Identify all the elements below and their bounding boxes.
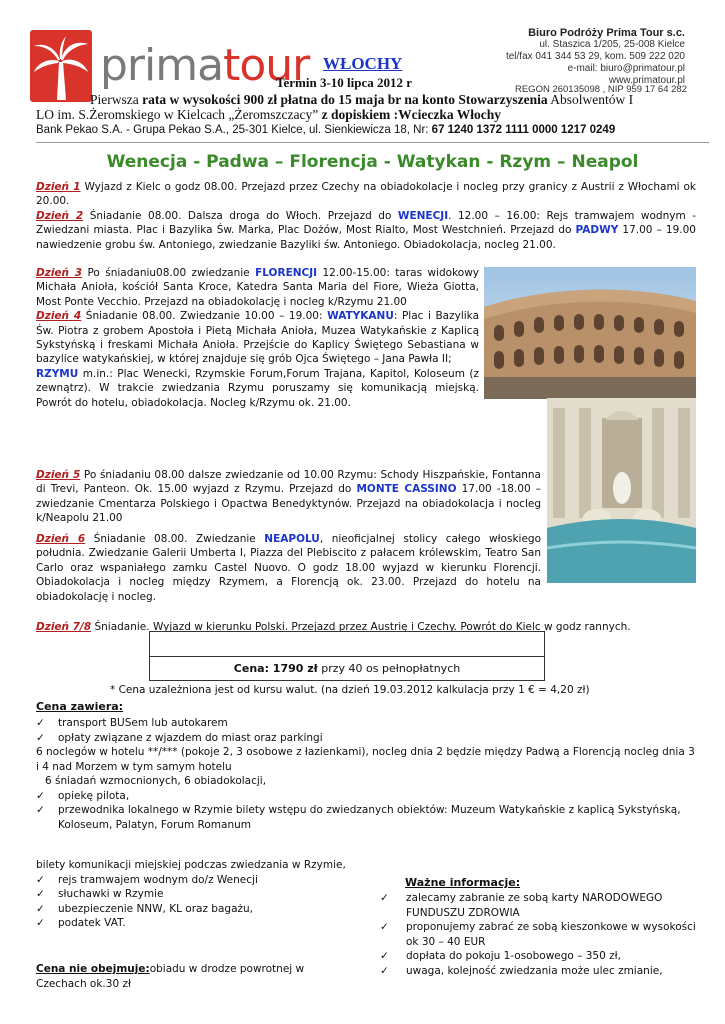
agency-web: www.primatour.pl bbox=[608, 75, 685, 86]
info-item-text: proponujemy zabrać ze sobą kieszonkowe w wysokości ok 30 – 40 EUR bbox=[406, 921, 696, 948]
list-item bbox=[36, 789, 696, 804]
itinerary-day-6 bbox=[36, 532, 541, 604]
day-5-label: Dzień 5 bbox=[36, 469, 81, 481]
list-item bbox=[380, 964, 710, 979]
itinerary-day-5 bbox=[36, 468, 541, 526]
itinerary-days-1-2 bbox=[36, 180, 696, 252]
day-7-8-label: Dzień 7/8 bbox=[36, 621, 92, 633]
day-5-text-a: Po śniadaniu 08.00 dalsze zwiedzanie od 10.00 Rzymu: Schody Hiszpańskie, Fontanna di Trevi, Panteon. Ok. 15.00 wyjazd z Rzymu. Przejazd do bbox=[36, 469, 541, 496]
day-7-8-text: Śniadanie. Wyjazd w kierunku Polski. Przejazd przez Austrię i Czechy. Powrót do Kielc w godz rannych. bbox=[91, 621, 631, 633]
day-5-text-b: 17.00 -18.00 – zwiedzanie Cmentarza Polskiego i Opactwa Benedyktynów. Przejazd na obiadokolacja i nocleg k/Neapolu 21.00 bbox=[36, 483, 542, 525]
included-item-text: słuchawki w Rzymie bbox=[58, 888, 164, 900]
agency-name: Biuro Podróży Prima Tour s.c. bbox=[528, 27, 685, 39]
check-icon: ✓ bbox=[380, 964, 389, 977]
included-item-text: opłaty związane z wjazdem do miast oraz parkingi bbox=[58, 731, 323, 744]
city-monte-cassino: MONTE CASSINO bbox=[356, 483, 457, 496]
day-2-text-c: 17.00 – 19.00 nawiedzenie grobu św. Antoniego, zwiedzanie Bazyliki św. Antoniego. Obiadokolacja, nocleg 21.00. bbox=[36, 224, 696, 251]
info-item-text: zalecamy zabranie ze sobą karty NARODOWEGO FUNDUSZU ZDROWIA bbox=[406, 892, 663, 919]
day-6-label: Dzień 6 bbox=[36, 533, 86, 545]
payment-line-1: Pierwsza rata w wysokości 900 zł płatna do 15 maja br na konto Stowarzyszenia Absolwentów I bbox=[90, 92, 634, 107]
included-heading: Cena zawiera: bbox=[36, 700, 124, 713]
check-icon: ✓ bbox=[36, 731, 45, 744]
included-item-text: podatek VAT. bbox=[58, 917, 126, 929]
day-3-text-a: Po śniadaniu08.00 zwiedzanie bbox=[82, 267, 256, 279]
header-divider bbox=[36, 142, 709, 143]
route-title: Wenecja - Padwa – Florencja - Watykan - Rzym – Neapol bbox=[106, 152, 639, 172]
day-4-text-a: Śniadanie 08.00. Zwiedzanie 10.00 – 19.00: bbox=[81, 310, 328, 323]
day-3-text-b: 12.00-15.00: taras widokowy Michała Anioła, kościół Santa Kroce, Katedra Santa Maria del Fiore, Wieża Giotta, Most Ponte Vecchio. Przejazd na obiadokolację i nocleg k/Rzymu 21.00 bbox=[36, 267, 480, 308]
day-3-label: Dzień 3 bbox=[36, 267, 83, 279]
included-item-text: opiekę pilota, bbox=[58, 789, 130, 802]
list-item bbox=[36, 902, 346, 917]
check-icon: ✓ bbox=[36, 873, 45, 886]
included-meals: 6 śniadań wzmocnionych, 6 obiadokolacji, bbox=[45, 775, 267, 787]
trip-term: Termin 3-10 lipca 2012 r bbox=[276, 75, 413, 90]
city-florence: FLORENCJI bbox=[255, 267, 318, 279]
check-icon: ✓ bbox=[36, 717, 45, 729]
included-item-text: ubezpieczenie NNW, KL oraz bagażu, bbox=[58, 902, 254, 915]
excluded-text: obiadu w drodze powrotnej w Czechach ok.30 zł bbox=[36, 963, 305, 990]
rome-text: m.in.: Plac Wenecki, Rzymskie Forum,Forum Trajana, Kapitol, Koloseum (z zewnątrz). W trakcie zwiedzania Rzymu poruszamy się komunikacją miejską. Powrót do hotelu, obiadokolacja. Nocleg k/Rzymu ok. 21.00. bbox=[36, 367, 479, 409]
day-2-text-b: . 12.00 – 16.00: Rejs tramwajem wodnym - Zwiedzani miasta. Plac i Bazylika Św. Marka, Plac Dożów, Most Rialto, Most Westchnień. Przejazd do bbox=[36, 209, 696, 237]
check-icon: ✓ bbox=[380, 950, 389, 962]
info-list bbox=[380, 891, 710, 978]
check-icon: ✓ bbox=[380, 921, 389, 933]
day-1-text: Wyjazd z Kielc o godz 08.00. Przejazd przez Czechy na obiadokolacje i nocleg przy granicy z Austrii z Włochami ok 20.00. bbox=[36, 181, 696, 208]
excluded-heading: Cena nie obejmuje: bbox=[36, 963, 150, 975]
check-icon: ✓ bbox=[36, 804, 45, 816]
day-6-text-b: , nieoficjalnej stolicy całego włoskiego południa. Zwiedzanie Galerii Umberta I, Piazza del Plebiscito z pałacem królewskim, Teatro San Carlo oraz wspaniałego zamku Castel Nuovo. O godz 18.00 wyjazd w kierunku Florencji. Obiadokolacja i nocleg między Rzymem, a Florencją ok. 23.00. Przejazd do hotelu na obiadokolację i nocleg. bbox=[36, 533, 542, 603]
day-4-label: Dzień 4 bbox=[36, 310, 82, 323]
check-icon: ✓ bbox=[36, 917, 45, 929]
included-item-text: przewodnika lokalnego w Rzymie bilety wstępu do zwiedzanych obiektów: Muzeum Watykańskie z kaplicą Sykstyńską, Koloseum, Palatyn, Forum Romanum bbox=[58, 804, 681, 831]
excluded-section bbox=[36, 962, 346, 991]
trevi-fountain-photo bbox=[547, 398, 696, 583]
list-item bbox=[36, 873, 346, 888]
included-item-text: transport BUSem lub autokarem bbox=[58, 717, 228, 729]
agency-regon: REGON 260135098 , NIP 959 17 64 282 bbox=[514, 84, 687, 95]
included-transit-tickets: bilety komunikacji miejskiej podczas zwiedzania w Rzymie, bbox=[36, 859, 346, 871]
agency-phone: tel/fax 041 344 53 29, kom. 509 222 020 bbox=[505, 51, 685, 62]
price-box-divider bbox=[150, 656, 544, 657]
included-accommodation: 6 noclegów w hotelu **/*** (pokoje 2, 3 osobowe z łazienkami), nocleg dnia 2 będzie między Padwą a Florencją nocleg dnia 3 i 4 nad Morzem w tym samym hotelu bbox=[36, 746, 695, 773]
list-item bbox=[36, 716, 696, 731]
price-value: Cena: 1790 zł bbox=[233, 662, 318, 675]
list-item bbox=[36, 916, 346, 931]
agency-email: e-mail: biuro@primatour.pl bbox=[567, 63, 685, 74]
list-item bbox=[380, 891, 710, 920]
agency-contact bbox=[425, 27, 687, 95]
agency-address: ul. Staszica 1/205, 25-008 Kielce bbox=[539, 39, 685, 50]
check-icon: ✓ bbox=[36, 789, 45, 802]
check-icon: ✓ bbox=[36, 888, 45, 900]
check-icon: ✓ bbox=[380, 892, 389, 904]
list-item bbox=[36, 731, 696, 746]
payment-line-2: LO im. S.Żeromskiego w Kielcach „Żeromszczacy” z dopiskiem :Wcieczka Włochy bbox=[36, 107, 502, 122]
list-item bbox=[380, 949, 710, 964]
logo-wordmark: primatour bbox=[100, 40, 310, 91]
trip-country: WŁOCHY bbox=[323, 54, 403, 73]
included-list bbox=[36, 716, 696, 832]
itinerary-days-3-4 bbox=[36, 266, 479, 410]
palm-tree-icon bbox=[30, 30, 92, 102]
check-icon: ✓ bbox=[36, 902, 45, 915]
city-vatican: WATYKANU bbox=[327, 310, 394, 323]
city-rome: RZYMU bbox=[36, 367, 79, 380]
info-heading: Ważne informacje: bbox=[405, 876, 521, 889]
price-suffix: przy 40 os pełnopłatnych bbox=[317, 662, 461, 675]
list-item bbox=[36, 803, 696, 832]
price-note: * Cena uzależniona jest od kursu walut. (na dzień 19.03.2012 kalkulacja przy 1 € = 4,20 zł) bbox=[110, 684, 590, 696]
city-naples: NEAPOLU bbox=[264, 533, 320, 545]
day-1-label: Dzień 1 bbox=[36, 181, 81, 193]
included-item-text: rejs tramwajem wodnym do/z Wenecji bbox=[58, 873, 258, 886]
included-list-continued bbox=[36, 858, 346, 931]
city-venice: WENECJI bbox=[397, 209, 449, 222]
bank-account-line: Bank Pekao S.A. - Grupa Pekao S.A., 25-301 Kielce, ul. Sienkiewicza 18, Nr: 67 1240 1372 1111 0000 1217 0249 bbox=[36, 124, 616, 136]
city-padua: PADWY bbox=[575, 224, 619, 237]
colosseum-photo bbox=[484, 267, 696, 399]
day-2-text-a: Śniadanie 08.00. Dalsza droga do Włoch. Przejazd do bbox=[83, 209, 398, 222]
info-item-text: uwaga, kolejność zwiedzania może ulec zmianie, bbox=[406, 964, 663, 977]
price-box bbox=[149, 631, 545, 681]
list-item bbox=[36, 887, 346, 902]
day-4-text-b: : Plac i Bazylika Św. Piotra z grobem Apostoła i Pietą Michała Anioła, Muzea Watykańskie z Kaplicą Sykstyńską i freskami Michała Anioła. Przejście do Kaplicy Świętego Sebastiana w bazylice watykańskiej, w której znajduje się grób Ojca Świętego – Jana Pawła II; bbox=[36, 310, 479, 366]
price-line bbox=[150, 662, 544, 675]
day-6-text-a: Śniadanie 08.00. Zwiedzanie bbox=[85, 533, 265, 545]
day-2-label: Dzień 2 bbox=[36, 209, 84, 222]
info-item-text: dopłata do pokoju 1-osobowego – 350 zł, bbox=[406, 950, 621, 962]
list-item bbox=[380, 920, 710, 949]
